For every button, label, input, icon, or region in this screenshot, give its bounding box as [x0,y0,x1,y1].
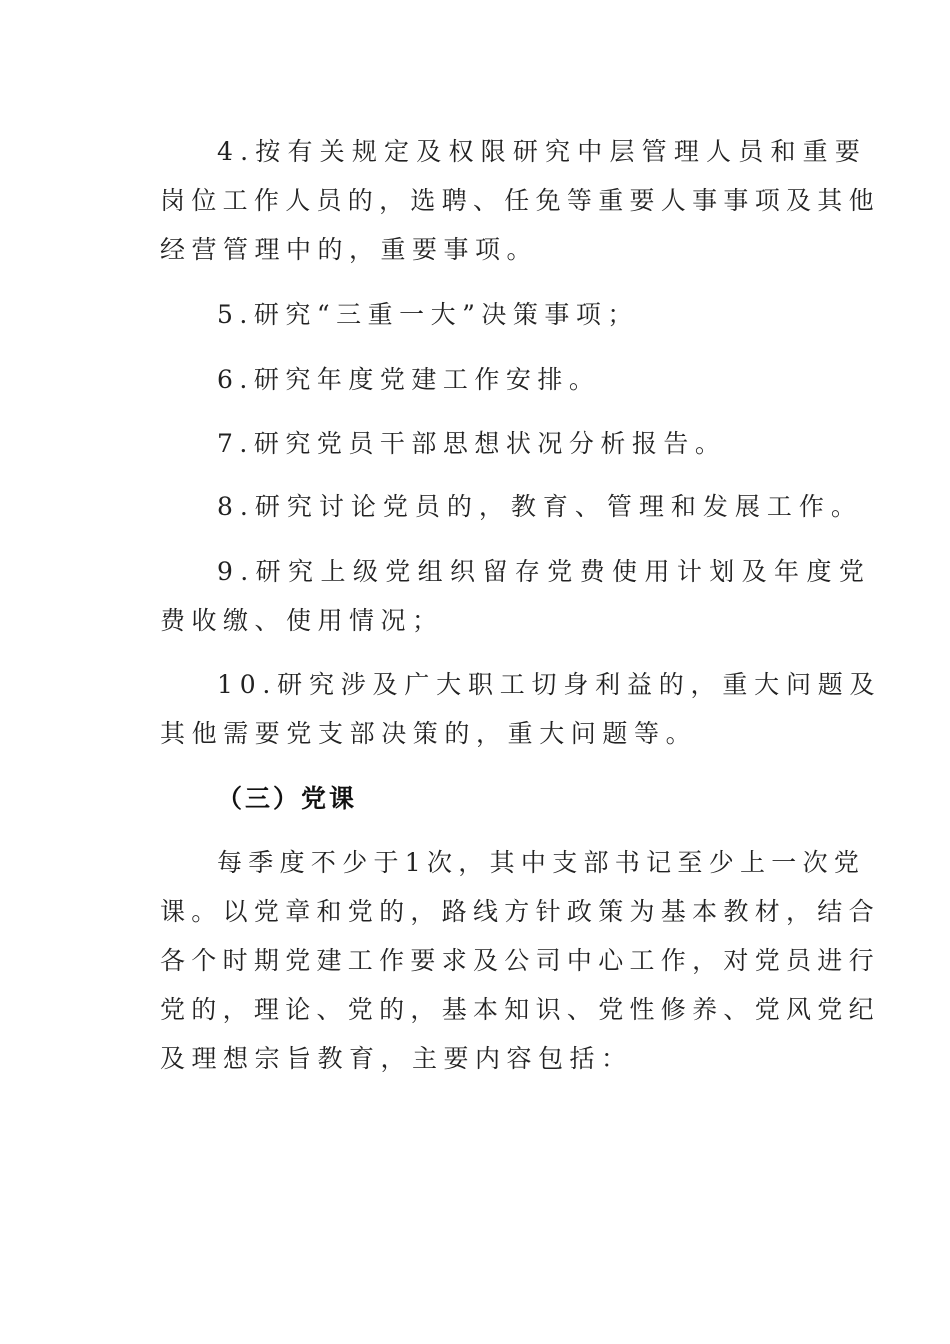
lecture-para-line-5: 及理想宗旨教育，主要内容包括： [160,1044,633,1073]
item-10-line-1: 10.研究涉及广大职工切身利益的，重大问题及 [217,670,882,699]
item-5: 5.研究“三重一大”决策事项； [217,300,639,329]
item-4-line-1: 4.按有关规定及权限研究中层管理人员和重要 [217,137,868,166]
lecture-para-line-1: 每季度不少于1次，其中支部书记至少上一次党 [217,848,866,877]
item-4-line-3: 经营管理中的，重要事项。 [160,235,539,264]
item-8: 8.研究讨论党员的，教育、管理和发展工作。 [217,492,863,521]
item-4-line-2: 岗位工作人员的，选聘、任免等重要人事事项及其他 [160,186,880,215]
item-6: 6.研究年度党建工作安排。 [217,365,601,394]
item-10-line-2: 其他需要党支部决策的，重大问题等。 [160,719,698,748]
lecture-para-line-2: 课。以党章和党的，路线方针政策为基本教材，结合 [160,897,880,926]
item-7: 7.研究党员干部思想状况分析报告。 [217,429,727,458]
item-9-line-2: 费收缴、使用情况； [160,606,444,635]
item-9-line-1: 9.研究上级党组织留存党费使用计划及年度党 [217,557,872,586]
section-heading-party-lecture: （三）党课 [217,784,358,813]
lecture-para-line-4: 党的，理论、党的，基本知识、党性修养、党风党纪 [160,995,880,1024]
lecture-para-line-3: 各个时期党建工作要求及公司中心工作，对党员进行 [160,946,880,975]
